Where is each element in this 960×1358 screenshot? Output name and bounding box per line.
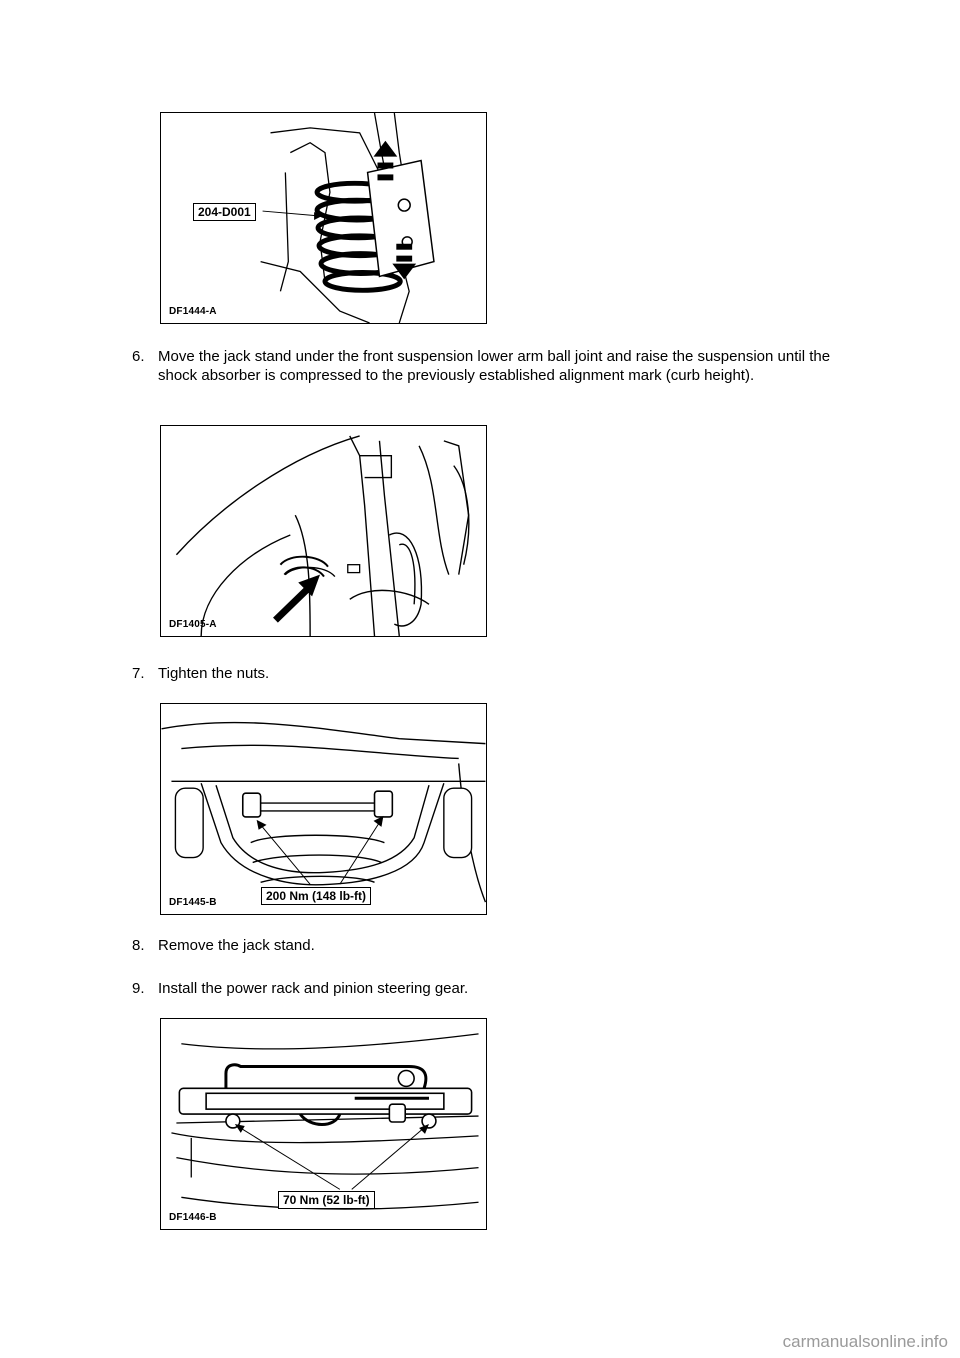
step-6	[132, 347, 832, 385]
step-9	[132, 979, 832, 998]
figure-id-label: DF1405-A	[169, 619, 217, 630]
torque-callout-label: 70 Nm (52 lb-ft)	[278, 1191, 375, 1209]
figure-steering-gear	[160, 1018, 487, 1230]
step-8	[132, 936, 832, 955]
step-number: 8.	[132, 937, 145, 954]
tool-callout-label: 204-D001	[193, 203, 256, 221]
figure-id-label: DF1446-B	[169, 1212, 217, 1223]
torque-callout-label: 200 Nm (148 lb-ft)	[261, 887, 371, 905]
step-7	[132, 664, 832, 683]
figure-alignment-mark	[160, 425, 487, 637]
figure-upper-arm-nuts	[160, 703, 487, 915]
step-number: 9.	[132, 980, 145, 997]
figure-spring-compressor	[160, 112, 487, 324]
figure-id-label: DF1445-B	[169, 897, 217, 908]
alignment-mark-illustration	[161, 426, 486, 636]
step-number: 7.	[132, 665, 145, 682]
watermark-text: carmanualsonline.info	[782, 1332, 948, 1351]
step-text: Remove the jack stand.	[158, 937, 315, 954]
step-text: Install the power rack and pinion steering gear.	[158, 980, 469, 997]
upper-arm-nuts-illustration	[161, 704, 486, 914]
step-text: Move the jack stand under the front suspension lower arm ball joint and raise the suspension until the shock absorber is compressed to the previously established alignment mark (curb height).	[158, 348, 831, 384]
step-text: Tighten the nuts.	[158, 665, 270, 682]
figure-id-label: DF1444-A	[169, 306, 217, 317]
step-number: 6.	[132, 348, 145, 365]
